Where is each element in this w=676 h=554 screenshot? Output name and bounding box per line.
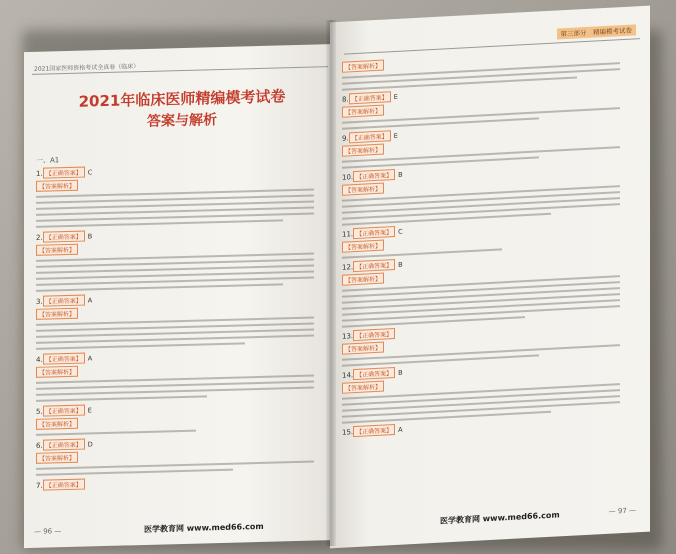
answer-label-tag: 【答案解析】	[342, 273, 384, 286]
question-number: 7.	[36, 481, 43, 490]
answer-label-tag: 【答案解析】	[342, 60, 384, 73]
answer-value: D	[87, 440, 93, 449]
answer-label-tag: 【答案解析】	[36, 308, 78, 320]
question-number: 6.	[36, 441, 43, 450]
question-number: 4.	[36, 355, 43, 364]
question-number: 11.	[342, 230, 354, 239]
answer-label-tag: 【答案解析】	[36, 180, 78, 192]
text-line	[36, 430, 196, 436]
answer-row	[36, 166, 92, 178]
answer-label-tag: 【答案解析】	[342, 240, 384, 253]
answer-value: C	[87, 168, 93, 177]
answer-label-tag: 【正确答案】	[43, 479, 85, 491]
text-line	[342, 213, 551, 226]
answer-label-tag: 【正确答案】	[353, 367, 395, 380]
answer-value: B	[398, 170, 403, 179]
explanation-text-block	[36, 312, 326, 354]
answer-label-tag: 【答案解析】	[36, 366, 78, 378]
question-number: 15.	[342, 428, 354, 437]
answer-label-tag: 【答案解析】	[342, 381, 384, 394]
right-page	[330, 6, 650, 549]
answer-label-tag: 【正确答案】	[43, 167, 85, 179]
explanation-text-block	[36, 184, 326, 232]
answer-row	[36, 352, 92, 364]
text-line	[36, 469, 233, 476]
left-page-number: — 96 —	[34, 527, 62, 536]
right-footer-brand: 医学教育网 www.med66.com	[440, 510, 560, 526]
answer-row	[342, 424, 403, 438]
answer-row	[342, 226, 403, 240]
section-heading: 一、A1	[36, 156, 60, 165]
answer-row	[36, 230, 92, 242]
answer-label-tag: 【正确答案】	[43, 353, 85, 365]
text-line	[36, 343, 245, 350]
answer-value: E	[393, 92, 398, 102]
left-page-header: 2021国家医师资格考试全真卷（临床）	[34, 63, 140, 73]
answer-value: B	[398, 368, 403, 377]
answer-label-tag: 【正确答案】	[43, 439, 85, 451]
answer-label-tag: 【正确答案】	[349, 91, 391, 104]
text-line	[36, 284, 283, 292]
explanation-text-block	[36, 248, 326, 296]
answer-label-tag: 【答案解析】	[342, 183, 384, 196]
answer-row	[342, 91, 398, 105]
right-page-number: — 97 —	[608, 506, 636, 516]
answer-value: E	[87, 406, 92, 415]
question-number: 10.	[342, 173, 354, 182]
question-number: 9.	[342, 134, 349, 143]
answer-label-tag: 【正确答案】	[353, 169, 395, 182]
answer-row	[36, 404, 92, 416]
left-page	[24, 44, 340, 548]
question-number: 5.	[36, 407, 43, 416]
answer-value: B	[87, 232, 93, 241]
answer-label-tag: 【正确答案】	[353, 328, 395, 341]
answer-label-tag: 【答案解析】	[342, 342, 384, 355]
answer-label-tag: 【正确答案】	[43, 231, 85, 243]
question-number: 13.	[342, 332, 354, 341]
answer-label-tag: 【答案解析】	[36, 452, 78, 464]
answer-label-tag: 【正确答案】	[43, 295, 85, 307]
answer-row	[342, 169, 403, 183]
answer-value: A	[87, 354, 93, 363]
answer-label-tag: 【答案解析】	[36, 244, 78, 256]
exam-subtitle: 答案与解析	[147, 112, 217, 130]
answer-value: B	[398, 260, 403, 269]
answer-row	[36, 294, 92, 306]
answer-label-tag: 【正确答案】	[353, 259, 395, 272]
question-number: 1.	[36, 169, 43, 178]
text-line	[342, 77, 577, 91]
answer-value: A	[87, 296, 93, 305]
answer-label-tag: 【答案解析】	[36, 418, 78, 430]
text-line	[342, 411, 551, 424]
question-number: 2.	[36, 233, 43, 242]
answer-label-tag: 【正确答案】	[353, 226, 395, 239]
answer-row	[342, 328, 398, 342]
answer-value: E	[393, 131, 398, 141]
answer-row	[342, 259, 403, 273]
question-number: 14.	[342, 371, 354, 380]
answer-label-tag: 【答案解析】	[342, 105, 384, 118]
answer-label-tag: 【正确答案】	[43, 405, 85, 417]
text-line	[36, 461, 314, 470]
left-footer-brand: 医学教育网 www.med66.com	[144, 521, 264, 534]
answer-row	[342, 367, 403, 381]
text-line	[36, 220, 283, 228]
answer-row	[342, 130, 398, 144]
answer-label-tag: 【正确答案】	[349, 130, 391, 143]
right-page-header-tag: 第三部分 精编模考试卷	[557, 24, 637, 39]
answer-label-tag: 【正确答案】	[353, 424, 395, 437]
answer-value: A	[398, 425, 403, 434]
question-number: 8.	[342, 95, 349, 104]
text-line	[36, 396, 207, 402]
answer-row	[36, 438, 93, 450]
question-number: 12.	[342, 263, 354, 272]
book-gutter	[326, 20, 336, 546]
right-header-rule	[344, 38, 640, 55]
answer-value: C	[398, 227, 403, 236]
question-number: 3.	[36, 297, 43, 306]
exam-title: 2021年临床医师精编模考试卷	[78, 87, 286, 111]
answer-row	[36, 478, 88, 490]
answer-label-tag: 【答案解析】	[342, 144, 384, 157]
